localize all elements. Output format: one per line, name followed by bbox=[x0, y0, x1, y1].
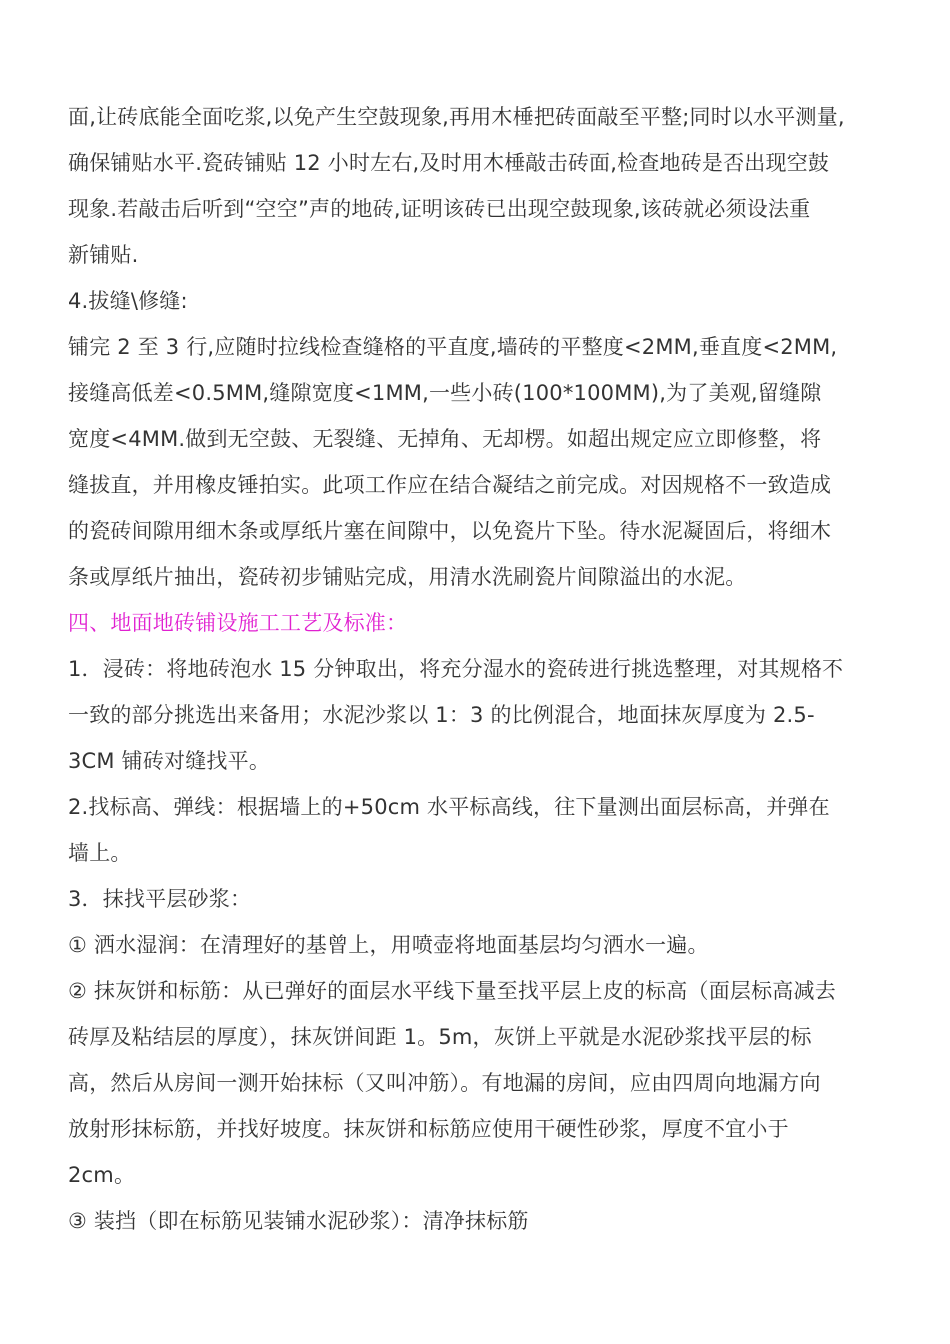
paragraph-leveling-marks bbox=[68, 968, 886, 1198]
step-3-title bbox=[68, 876, 886, 922]
text-line: 新铺贴. bbox=[68, 243, 139, 267]
text-line: ② 抹灰饼和标筋：从已弹好的面层水平线下量至找平层上皮的标高（面层标高减去 bbox=[68, 979, 836, 1003]
text-line: 接缝高低差<0.5MM,缝隙宽度<1MM,一些小砖(100*100MM),为了美观,留缝隙 bbox=[68, 381, 822, 405]
document-body bbox=[68, 94, 886, 1244]
text-line: 四、地面地砖铺设施工工艺及标准： bbox=[68, 611, 408, 635]
text-line: 的瓷砖间隙用细木条或厚纸片塞在间隙中，以免瓷片下坠。待水泥凝固后，将细木 bbox=[68, 519, 832, 543]
text-line: 2cm。 bbox=[68, 1163, 136, 1187]
text-line: 高，然后从房间一测开始抹标（又叫冲筋）。有地漏的房间，应由四周向地漏方向 bbox=[68, 1071, 821, 1095]
text-line: 确保铺贴水平.瓷砖铺贴 12 小时左右,及时用木棰敲击砖面,检查地砖是否出现空鼓 bbox=[68, 151, 830, 175]
paragraph-tile-bedding bbox=[68, 94, 886, 278]
text-line: ③ 装挡（即在标筋见装铺水泥砂浆）：清净抹标筋 bbox=[68, 1209, 529, 1233]
paragraph-wetting bbox=[68, 922, 886, 968]
text-line: 条或厚纸片抽出，瓷砖初步铺贴完成，用清水洗刷瓷片间隙溢出的水泥。 bbox=[68, 565, 747, 589]
text-line: 3．抹找平层砂浆： bbox=[68, 887, 252, 911]
text-line: 墙上。 bbox=[68, 841, 132, 865]
text-line: 宽度<4MM.做到无空鼓、无裂缝、无掉角、无却楞。如超出规定应立即修整，将 bbox=[68, 427, 822, 451]
text-line: 缝拔直，并用橡皮锤拍实。此项工作应在结合凝结之前完成。对因规格不一致造成 bbox=[68, 473, 832, 497]
paragraph-elevation-lines bbox=[68, 784, 886, 876]
paragraph-joint-adjustment bbox=[68, 324, 886, 600]
text-line: 1．浸砖：将地砖泡水 15 分钟取出，将充分湿水的瓷砖进行挑选整理，对其规格不 bbox=[68, 657, 844, 681]
step-4-title bbox=[68, 278, 886, 324]
paragraph-soak-tiles bbox=[68, 646, 886, 784]
text-line: ① 洒水湿润：在清理好的基曾上，用喷壶将地面基层均匀洒水一遍。 bbox=[68, 933, 709, 957]
text-line: 2.找标高、弹线：根据墙上的+50cm 水平标高线，往下量测出面层标高，并弹在 bbox=[68, 795, 830, 819]
section-heading bbox=[68, 600, 886, 646]
text-line: 放射形抹标筋，并找好坡度。抹灰饼和标筋应使用干硬性砂浆，厚度不宜小于 bbox=[68, 1117, 789, 1141]
text-line: 3CM 铺砖对缝找平。 bbox=[68, 749, 271, 773]
text-line: 砖厚及粘结层的厚度），抹灰饼间距 1。5m，灰饼上平就是水泥砂浆找平层的标 bbox=[68, 1025, 812, 1049]
text-line: 铺完 2 至 3 行,应随时拉线检查缝格的平直度,墙砖的平整度<2MM,垂直度<2MM, bbox=[68, 335, 838, 359]
text-line: 现象.若敲击后听到“空空”声的地砖,证明该砖已出现空鼓现象,该砖就必须设法重 bbox=[68, 197, 811, 221]
text-line: 面,让砖底能全面吃浆,以免产生空鼓现象,再用木棰把砖面敲至平整;同时以水平测量, bbox=[68, 105, 845, 129]
paragraph-fill-mortar bbox=[68, 1198, 886, 1244]
text-line: 一致的部分挑选出来备用；水泥沙浆以 1：3 的比例混合，地面抹灰厚度为 2.5- bbox=[68, 703, 815, 727]
text-line: 4.拔缝\修缝: bbox=[68, 289, 188, 313]
